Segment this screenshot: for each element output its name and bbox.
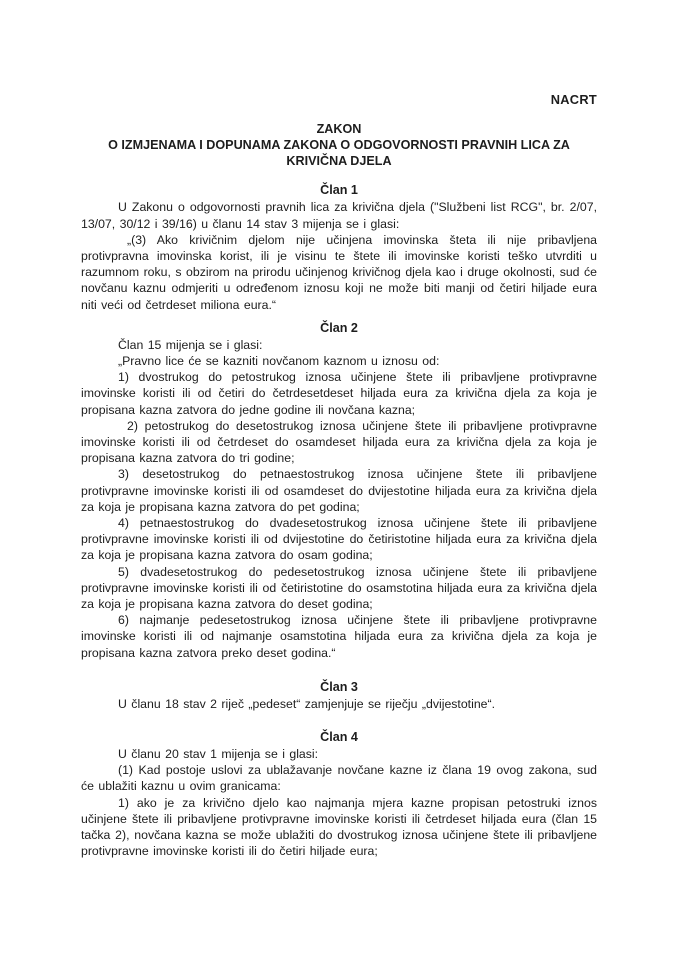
article-3: [81, 679, 597, 712]
paragraph: Član 15 mijenja se i glasi:: [118, 337, 263, 352]
law-title: [81, 122, 597, 169]
article-4: [81, 729, 597, 859]
paragraph: (1) Kad postoje uslovi za ublažavanje novčane kazne iz člana 19 ovog zakona, sud će ublažiti kaznu u ovim granicama:: [81, 763, 597, 794]
paragraph: U Zakonu o odgovornosti pravnih lica za krivična djela ("Službeni list RCG", br. 2/07, 13/07, 30/12 i 39/16) u članu 14 stav 3 mijenja se i glasi:: [81, 200, 597, 231]
paragraph: „Pravno lice će se kazniti novčanom kaznom u iznosu od:: [118, 354, 440, 369]
article-2-heading: Član 2: [320, 320, 358, 335]
list-item-3: 3) desetostrukog do petnaestostrukog iznosa učinjene štete ili pribavljene protivpravne imovinske koristi ili od osamdeset do dvijestotine hiljada eura za krivična djela za koja je propisana kazna zatvora do pet godina;: [81, 467, 597, 514]
law-title-line3: KRIVIČNA DJELA: [286, 153, 392, 168]
list-item-4: 4) petnaestostrukog do dvadesetostrukog iznosa učinjene štete ili pribavljene protivpravne imovinske koristi ili od dvijestotine do četiristotine hiljada eura za krivična djela za koja je propisana kazna zatvora do osam godina;: [81, 516, 597, 563]
list-item-2: 2) petostrukog do desetostrukog iznosa učinjene štete ili pribavljene protivpravne imovinske koristi ili od četrdeset do osamdeset hiljada eura za krivična djela za koja je propisana kazna zatvora do tri godine;: [81, 418, 597, 466]
article-3-heading: Član 3: [320, 679, 358, 694]
law-title-line2: O IZMJENAMA I DOPUNAMA ZAKONA O ODGOVORNOSTI PRAVNIH LICA ZA: [108, 137, 570, 152]
law-title-line1: ZAKON: [316, 122, 362, 136]
paragraph: U članu 20 stav 1 mijenja se i glasi:: [118, 747, 319, 762]
list-item-5: 5) dvadesetostrukog do pedesetostrukog iznosa učinjene štete ili pribavljene protivpravne imovinske koristi ili od četiristotine do osamstotina hiljada eura za krivična djela za koja je propisana kazna zatvora do deset godina;: [81, 564, 597, 612]
article-1: [81, 182, 597, 312]
list-item-6: 6) najmanje pedesetostrukog iznosa učinjene štete ili pribavljene protivpravne imovinske koristi ili od najmanje osamstotina hiljada eura za krivična djela za koja je propisana kazna zatvora preko deset godina.“: [81, 613, 597, 660]
article-4-heading: Član 4: [320, 730, 358, 745]
draft-label: NACRT: [550, 92, 597, 107]
list-item-1: 1) ako je za krivično djelo kao najmanja mjera kazne propisan petostruki iznos učinjene štete ili pribavljene protivpravne imovinske koristi ili četrdeset hiljada eura (član 15 tačka 2), novčana kazna se može ublažiti do dvostrukog iznosa učinjene štete ili pribavljene protivpravne imovinske koristi ili do četiri hiljade eura;: [81, 795, 597, 859]
article-1-heading: Član 1: [320, 183, 358, 198]
paragraph: U članu 18 stav 2 riječ „pedeset“ zamjenjuje se riječju „dvijestotine“.: [118, 696, 496, 711]
paragraph: „(3) Ako krivičnim djelom nije učinjena imovinska šteta ili nije pribavljena protivpravna imovinska korist, ili je visinu te štete ili imovinske koristi teško utvrditi u razumnom roku, s obzirom na prirodu učinjenog krivičnog djela kao i druge okolnosti, sud će novčanu kaznu odmjeriti u određenom iznosu koji ne može biti manji od četiri hiljade eura niti veći od četrdeset miliona eura.“: [81, 232, 597, 312]
article-2: [81, 320, 597, 661]
list-item-1: 1) dvostrukog do petostrukog iznosa učinjene štete ili pribavljene protivpravne imovinske koristi ili od četiri do četrdesetdeset hiljada eura za krivična djela za koja je propisana kazna zatvora do jedne godine ili novčana kazna;: [81, 370, 597, 417]
